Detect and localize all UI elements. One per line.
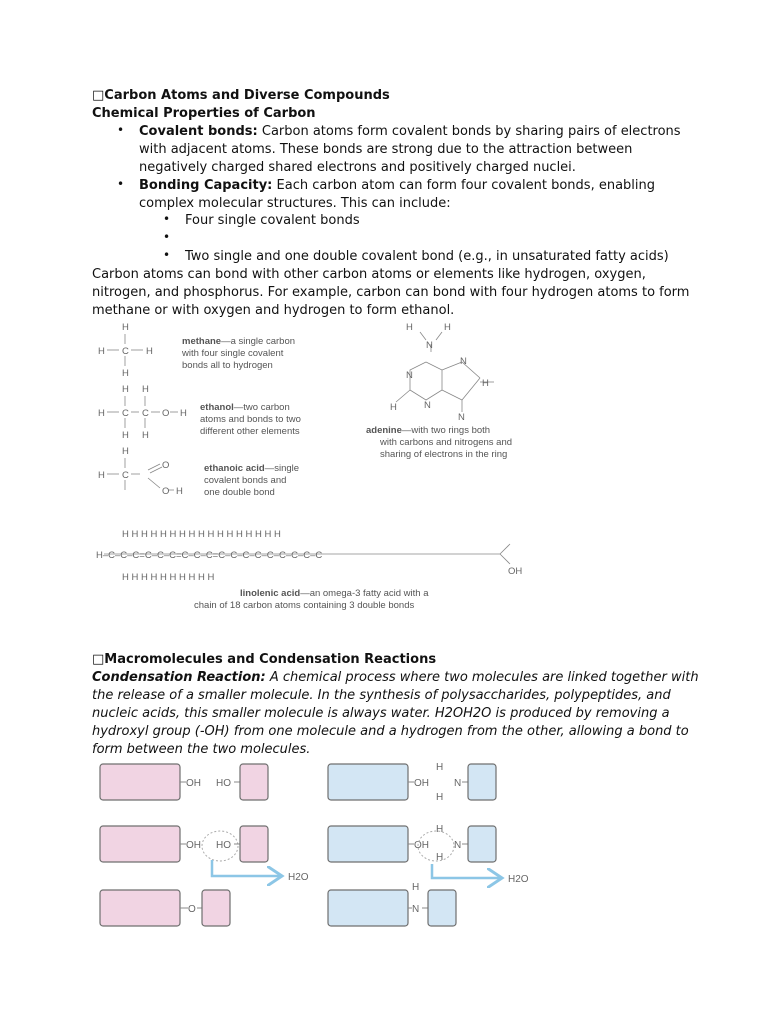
condensation-line5: form between the two molecules. — [92, 742, 311, 757]
svg-text:methane—a single carbon: methane—a single carbon — [182, 336, 296, 347]
svg-text:H: H — [142, 384, 149, 395]
heading-box-icon: □ — [92, 88, 105, 103]
svg-text:H: H — [444, 322, 451, 333]
svg-text:N: N — [458, 412, 465, 423]
svg-text:C: C — [142, 408, 149, 419]
svg-text:H: H — [436, 762, 444, 773]
paragraph-line1: Carbon atoms can bond with other carbon atoms or elements like hydrogen, oxygen, — [92, 267, 646, 282]
svg-text:H: H — [142, 430, 149, 441]
svg-text:C: C — [122, 408, 129, 419]
svg-text:sharing of electrons in the ri: sharing of electrons in the ring — [380, 449, 508, 460]
svg-text:N: N — [460, 356, 467, 367]
bonding-capacity-line2: complex molecular structures. This can include: — [139, 196, 451, 211]
subheading-chemical-properties: Chemical Properties of Carbon — [92, 106, 316, 121]
paragraph-line2: nitrogen, and phosphorus. For example, carbon can bond with four hydrogen atoms to form — [92, 285, 690, 300]
svg-text:H: H — [406, 322, 413, 333]
svg-text:N: N — [424, 400, 431, 411]
svg-text:HO: HO — [216, 778, 231, 789]
sub-item-3: Two single and one double covalent bond (e.g., in unsaturated fatty acids) — [185, 249, 669, 264]
svg-text:HO: HO — [216, 840, 231, 851]
svg-text:O: O — [162, 486, 170, 497]
svg-text:O: O — [188, 904, 196, 915]
section-heading-macromolecules: □Macromolecules and Condensation Reactions — [92, 652, 437, 667]
svg-text:N: N — [412, 904, 420, 915]
paragraph-line3: methane or with oxygen and hydrogen to form ethanol. — [92, 303, 455, 318]
svg-text:H: H — [122, 322, 129, 333]
svg-text:bonds all to hydrogen: bonds all to hydrogen — [182, 360, 273, 371]
bonding-capacity-line1: Bonding Capacity: Each carbon atom can form four covalent bonds, enabling — [139, 178, 655, 193]
svg-text:H: H — [436, 824, 444, 835]
svg-text:N: N — [454, 840, 462, 851]
svg-text:adenine—with two rings both: adenine—with two rings both — [366, 425, 491, 436]
svg-text:H: H — [390, 402, 397, 413]
svg-text:H: H — [412, 882, 420, 893]
condensation-line1: Condensation Reaction: A chemical process where two molecules are linked together with — [92, 670, 699, 685]
svg-text:OH: OH — [414, 778, 429, 789]
svg-text:H: H — [180, 408, 187, 419]
svg-text:covalent bonds and: covalent bonds and — [204, 475, 287, 486]
sub-bullet-dot: • — [163, 212, 171, 226]
svg-text:H: H — [122, 368, 129, 379]
svg-text:H: H — [98, 470, 105, 481]
svg-text:with four single covalent: with four single covalent — [182, 348, 284, 359]
svg-text:ethanol—two carbon: ethanol—two carbon — [200, 402, 290, 413]
svg-text:N: N — [406, 370, 413, 381]
svg-text:O: O — [162, 460, 170, 471]
svg-text:H: H — [482, 378, 489, 389]
condensation-line4: hydroxyl group (-OH) from one molecule and a hydrogen from the other, allowing a bond to — [92, 724, 689, 739]
sub-bullet-dot: • — [163, 230, 171, 244]
bullet-dot: • — [117, 123, 125, 137]
condensation-line3: nucleic acids, this smaller molecule is always water. H2OH2O is produced by removing a — [92, 706, 670, 721]
svg-text:H2O: H2O — [508, 874, 529, 885]
covalent-bonds-line1: Covalent bonds: Carbon atoms form covalent bonds by sharing pairs of electrons — [139, 124, 681, 139]
covalent-bonds-line2: with adjacent atoms. These bonds are strong due to the attraction between — [139, 142, 633, 157]
svg-text:H: H — [98, 346, 105, 357]
svg-text:OH: OH — [508, 566, 523, 577]
blue-molecule-large — [328, 764, 408, 800]
pink-molecule-large — [100, 764, 180, 800]
bullet-dot: • — [117, 177, 125, 191]
condensation-line2: the release of a smaller molecule. In the synthesis of polysaccharides, polypeptides, and — [92, 688, 671, 703]
svg-text:H: H — [122, 430, 129, 441]
svg-text:OH: OH — [414, 840, 429, 851]
svg-text:H: H — [176, 486, 183, 497]
svg-text:with carbons and nitrogens and: with carbons and nitrogens and — [380, 437, 513, 448]
svg-text:N: N — [454, 778, 462, 789]
svg-text:linolenic acid—an omega-3 fatt: linolenic acid—an omega-3 fatty acid with a — [240, 588, 429, 599]
section-heading-carbon: □Carbon Atoms and Diverse Compounds — [92, 88, 390, 103]
covalent-bonds-line3: negatively charged shared electrons and positively charged nuclei. — [139, 160, 576, 175]
svg-text:C: C — [122, 470, 129, 481]
svg-text:H: H — [436, 852, 444, 863]
svg-text:H–C–C–C=C–C–C=C–C–C=C–C–C–C–C–: H–C–C–C=C–C–C=C–C–C=C–C–C–C–C–C–C–C–C — [96, 550, 323, 561]
svg-text:N: N — [426, 340, 433, 351]
carbon-compounds-figure — [90, 318, 540, 618]
svg-text:chain of 18 carbon atoms conta: chain of 18 carbon atoms containing 3 double bonds — [194, 600, 415, 611]
sub-item-1: Four single covalent bonds — [185, 213, 360, 228]
svg-text:H: H — [146, 346, 153, 357]
svg-text:H: H — [122, 384, 129, 395]
linolenic-atoms — [96, 529, 522, 583]
blue-molecule-small — [468, 764, 496, 800]
svg-text:C: C — [122, 346, 129, 357]
svg-text:H: H — [98, 408, 105, 419]
svg-text:H: H — [436, 792, 444, 803]
svg-text:atoms and bonds to two: atoms and bonds to two — [200, 414, 301, 425]
svg-text:ethanoic acid—single: ethanoic acid—single — [204, 463, 300, 474]
condensation-reaction-figure — [92, 760, 552, 935]
svg-text:H H H H H H H H H H H H H H H: H H H H H H H H H H H H H H H H H — [122, 529, 281, 540]
svg-text:one double bond: one double bond — [204, 487, 275, 498]
sub-bullet-dot: • — [163, 248, 171, 262]
svg-text:OH: OH — [186, 778, 201, 789]
svg-text:H2O: H2O — [288, 872, 309, 883]
svg-text:H: H — [122, 446, 129, 457]
svg-text:OH: OH — [186, 840, 201, 851]
pink-molecule-small — [240, 764, 268, 800]
heading-box-icon: □ — [92, 652, 105, 667]
svg-text:different other elements: different other elements — [200, 426, 300, 437]
svg-text:O: O — [162, 408, 170, 419]
svg-text:H H H H H H H: H H H H H H H H H H — [122, 572, 215, 583]
